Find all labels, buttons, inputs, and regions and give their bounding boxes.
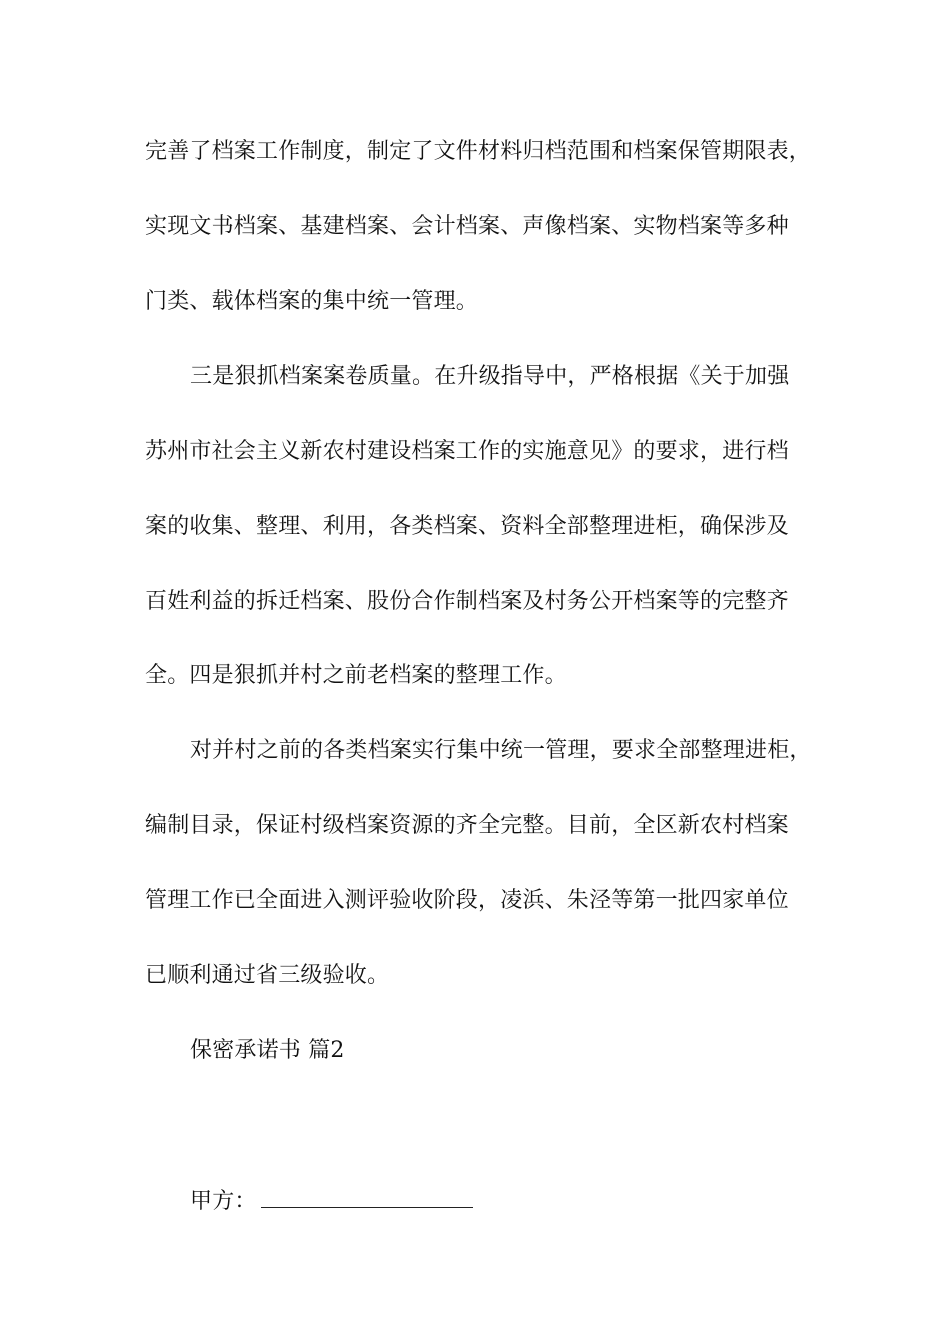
paragraph-line: 管理工作已全面进入测评验收阶段，凌浜、朱泾等第一批四家单位 bbox=[145, 888, 789, 913]
party-a-line bbox=[190, 1185, 473, 1217]
paragraph-line: 门类、载体档案的集中统一管理。 bbox=[145, 289, 479, 314]
paragraph-line: 实现文书档案、基建档案、会计档案、声像档案、实物档案等多种 bbox=[145, 214, 789, 239]
paragraph-line: 编制目录，保证村级档案资源的齐全完整。目前，全区新农村档案 bbox=[145, 813, 789, 838]
section-heading: 保密承诺书 篇2 bbox=[190, 1038, 345, 1063]
party-a-label: 甲方： bbox=[190, 1189, 257, 1214]
party-a-blank-field[interactable] bbox=[261, 1185, 473, 1208]
paragraph-line: 案的收集、整理、利用，各类档案、资料全部整理进柜，确保涉及 bbox=[145, 514, 789, 539]
paragraph-line: 对并村之前的各类档案实行集中统一管理，要求全部整理进柜， bbox=[190, 738, 812, 763]
paragraph-line: 完善了档案工作制度，制定了文件材料归档范围和档案保管期限表， bbox=[145, 139, 812, 164]
paragraph-line: 百姓利益的拆迁档案、股份合作制档案及村务公开档案等的完整齐 bbox=[145, 589, 789, 614]
paragraph-line: 全。四是狠抓并村之前老档案的整理工作。 bbox=[145, 663, 567, 688]
paragraph-line: 三是狠抓档案案卷质量。在升级指导中，严格根据《关于加强 bbox=[190, 364, 790, 389]
paragraph-line: 苏州市社会主义新农村建设档案工作的实施意见》的要求，进行档 bbox=[145, 439, 789, 464]
paragraph-line: 已顺利通过省三级验收。 bbox=[145, 963, 390, 988]
